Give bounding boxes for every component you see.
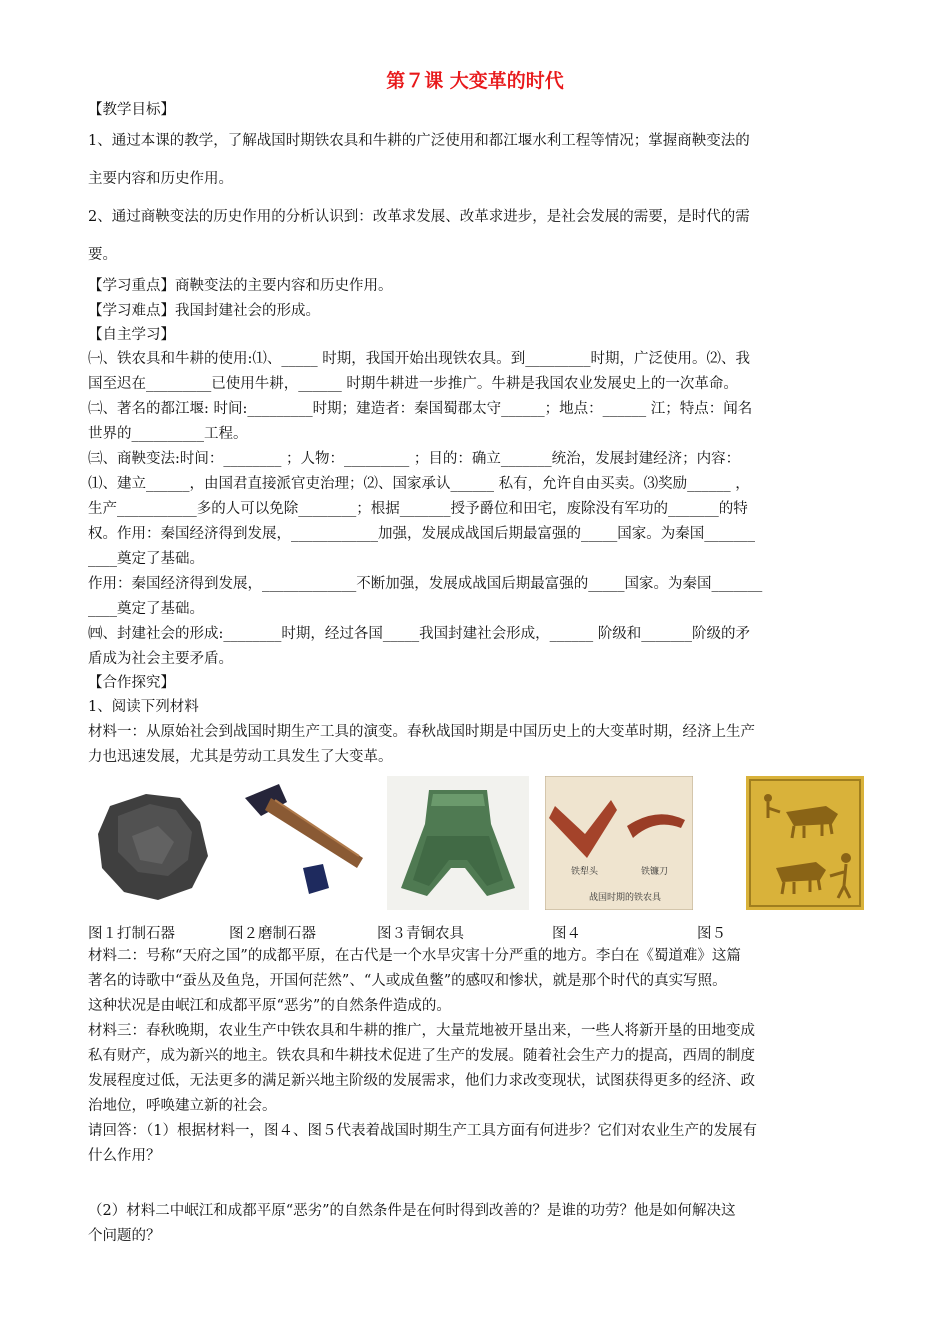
goal-1a: 1、通过本课的教学，了解战国时期铁农具和牛耕的广泛使用和都江堰水利工程等情况；掌握商鞅变法的 [88,133,750,149]
material-2c: 这种状况是由岷江和成都平原“恶劣”的自然条件造成的。 [88,998,451,1014]
self-line: ____奠定了基础。 [88,601,204,617]
section-header-self-study: 【自主学习】 [88,327,175,343]
fig4-caption: 战国时期的铁农具 [589,893,662,903]
section-header-goals: 【教学目标】 [88,102,175,118]
caption-fig3: 图３青铜农具 [377,926,464,942]
caption-fig2: 图２磨制石器 [229,926,316,942]
chipped-stone-image [88,776,218,910]
question-2b: 个问题的？ [88,1228,161,1244]
material-2a: 材料二：号称“天府之国”的成都平原，在古代是一个水旱灾害十分严重的地方。李白在《蜀道难》这篇 [88,948,741,964]
answer-space [88,1169,862,1199]
material-2b: 著名的诗歌中“蚕丛及鱼凫，开国何茫然”、“人或成鱼鳖”的感叹和惨状，就是那个时代的真实写照。 [88,973,727,989]
material-1a: 材料一：从原始社会到战国时期生产工具的演变。春秋战国时期是中国历史上的大变革时期，经济上生产 [88,724,755,740]
difficult-point: 【学习难点】我国封建社会的形成。 [88,303,320,319]
material-3a: 材料三：春秋晚期，农业生产中铁农具和牛耕的推广，大量荒地被开垦出来，一些人将新开垦的田地变成 [88,1023,755,1039]
fig4-label-1: 铁犁头 [571,867,599,877]
self-line: ㈢、商鞅变法:时间：________ ；人物：_________ ；目的：确立_______统治，发展封建经济；内容： [88,451,741,467]
figure-captions [88,922,862,944]
caption-fig4: 图４ [552,926,581,942]
worksheet-page [88,66,862,1249]
goal-2b: 要。 [88,247,117,263]
self-line: 盾成为社会主要矛盾。 [88,651,233,667]
material-3d: 治地位，呼唤建立新的社会。 [88,1098,277,1114]
material-3c: 发展程度过低，无法更多的满足新兴地主阶级的发展需求，他们力求改变现状，试图获得更多的经济、政 [88,1073,755,1089]
caption-fig5: 图５ [697,926,726,942]
self-line: 作用：秦国经济得到发展，_____________不断加强，发展成战国后期最富强的_____国家。为秦国_______ [88,576,763,592]
self-line: ㈡、著名的都江堰: 时间:_________时期；建造者：秦国蜀郡太守______；地点：______ 江；特点：闻名 [88,401,753,417]
self-line: 世界的__________工程。 [88,426,248,442]
fig4-label-2: 铁镰刀 [641,867,669,877]
section-header-cooperation: 【合作探究】 [88,675,175,691]
self-line: 权。作用：秦国经济得到发展，____________加强，发展成战国后期最富强的_____国家。为秦国_______ [88,526,755,542]
question-1a: 请回答：（1）根据材料一，图４、图５代表着战国时期生产工具方面有何进步？它们对农业生产的发展有 [88,1123,757,1139]
iron-tools-image [545,776,693,910]
bronze-tool-image [387,776,529,910]
self-line: 国至迟在_________已使用牛耕，______ 时期牛耕进一步推广。牛耕是我国农业发展史上的一次革命。 [88,376,738,392]
ground-stone-image [231,776,373,910]
self-line: ㈠、铁农具和牛耕的使用:⑴、_____ 时期，我国开始出现铁农具。到_________时期，广泛使用。⑵、我 [88,351,750,367]
material-3b: 私有财产，成为新兴的地主。铁农具和牛耕技术促进了生产的发展。随着社会生产力的提高，西周的制度 [88,1048,755,1064]
material-1b: 力也迅速发展，尤其是劳动工具发生了大变革。 [88,749,393,765]
question-1b: 什么作用？ [88,1148,161,1164]
caption-fig1: 图１打制石器 [88,926,175,942]
ox-plowing-relief-image [746,776,864,910]
self-line: ____奠定了基础。 [88,551,204,567]
self-line: 生产___________多的人可以免除________；根据_______授予爵位和田宅，废除没有军功的_______的特 [88,501,748,517]
key-point: 【学习重点】商鞅变法的主要内容和历史作用。 [88,278,393,294]
goal-1b: 主要内容和历史作用。 [88,171,233,187]
goal-2a: 2、通过商鞅变法的历史作用的分析认识到：改革求发展、改革求进步，是社会发展的需要，是时代的需 [88,209,750,225]
self-line: ⑴、建立______，由国君直接派官吏治理；⑵、国家承认______ 私有，允许自由买卖。⑶奖励______ ， [88,476,750,492]
self-line: ㈣、封建社会的形成:________时期，经过各国_____我国封建社会形成，______ 阶级和_______阶级的矛 [88,626,750,642]
figure-row [88,776,862,916]
question-2a: （2）材料二中岷江和成都平原“恶劣”的自然条件是在何时得到改善的？是谁的功劳？他是如何解决这 [88,1203,736,1219]
read-instruction: 1、阅读下列材料 [88,699,199,715]
page-title: 第７课 大变革的时代 [386,70,564,92]
